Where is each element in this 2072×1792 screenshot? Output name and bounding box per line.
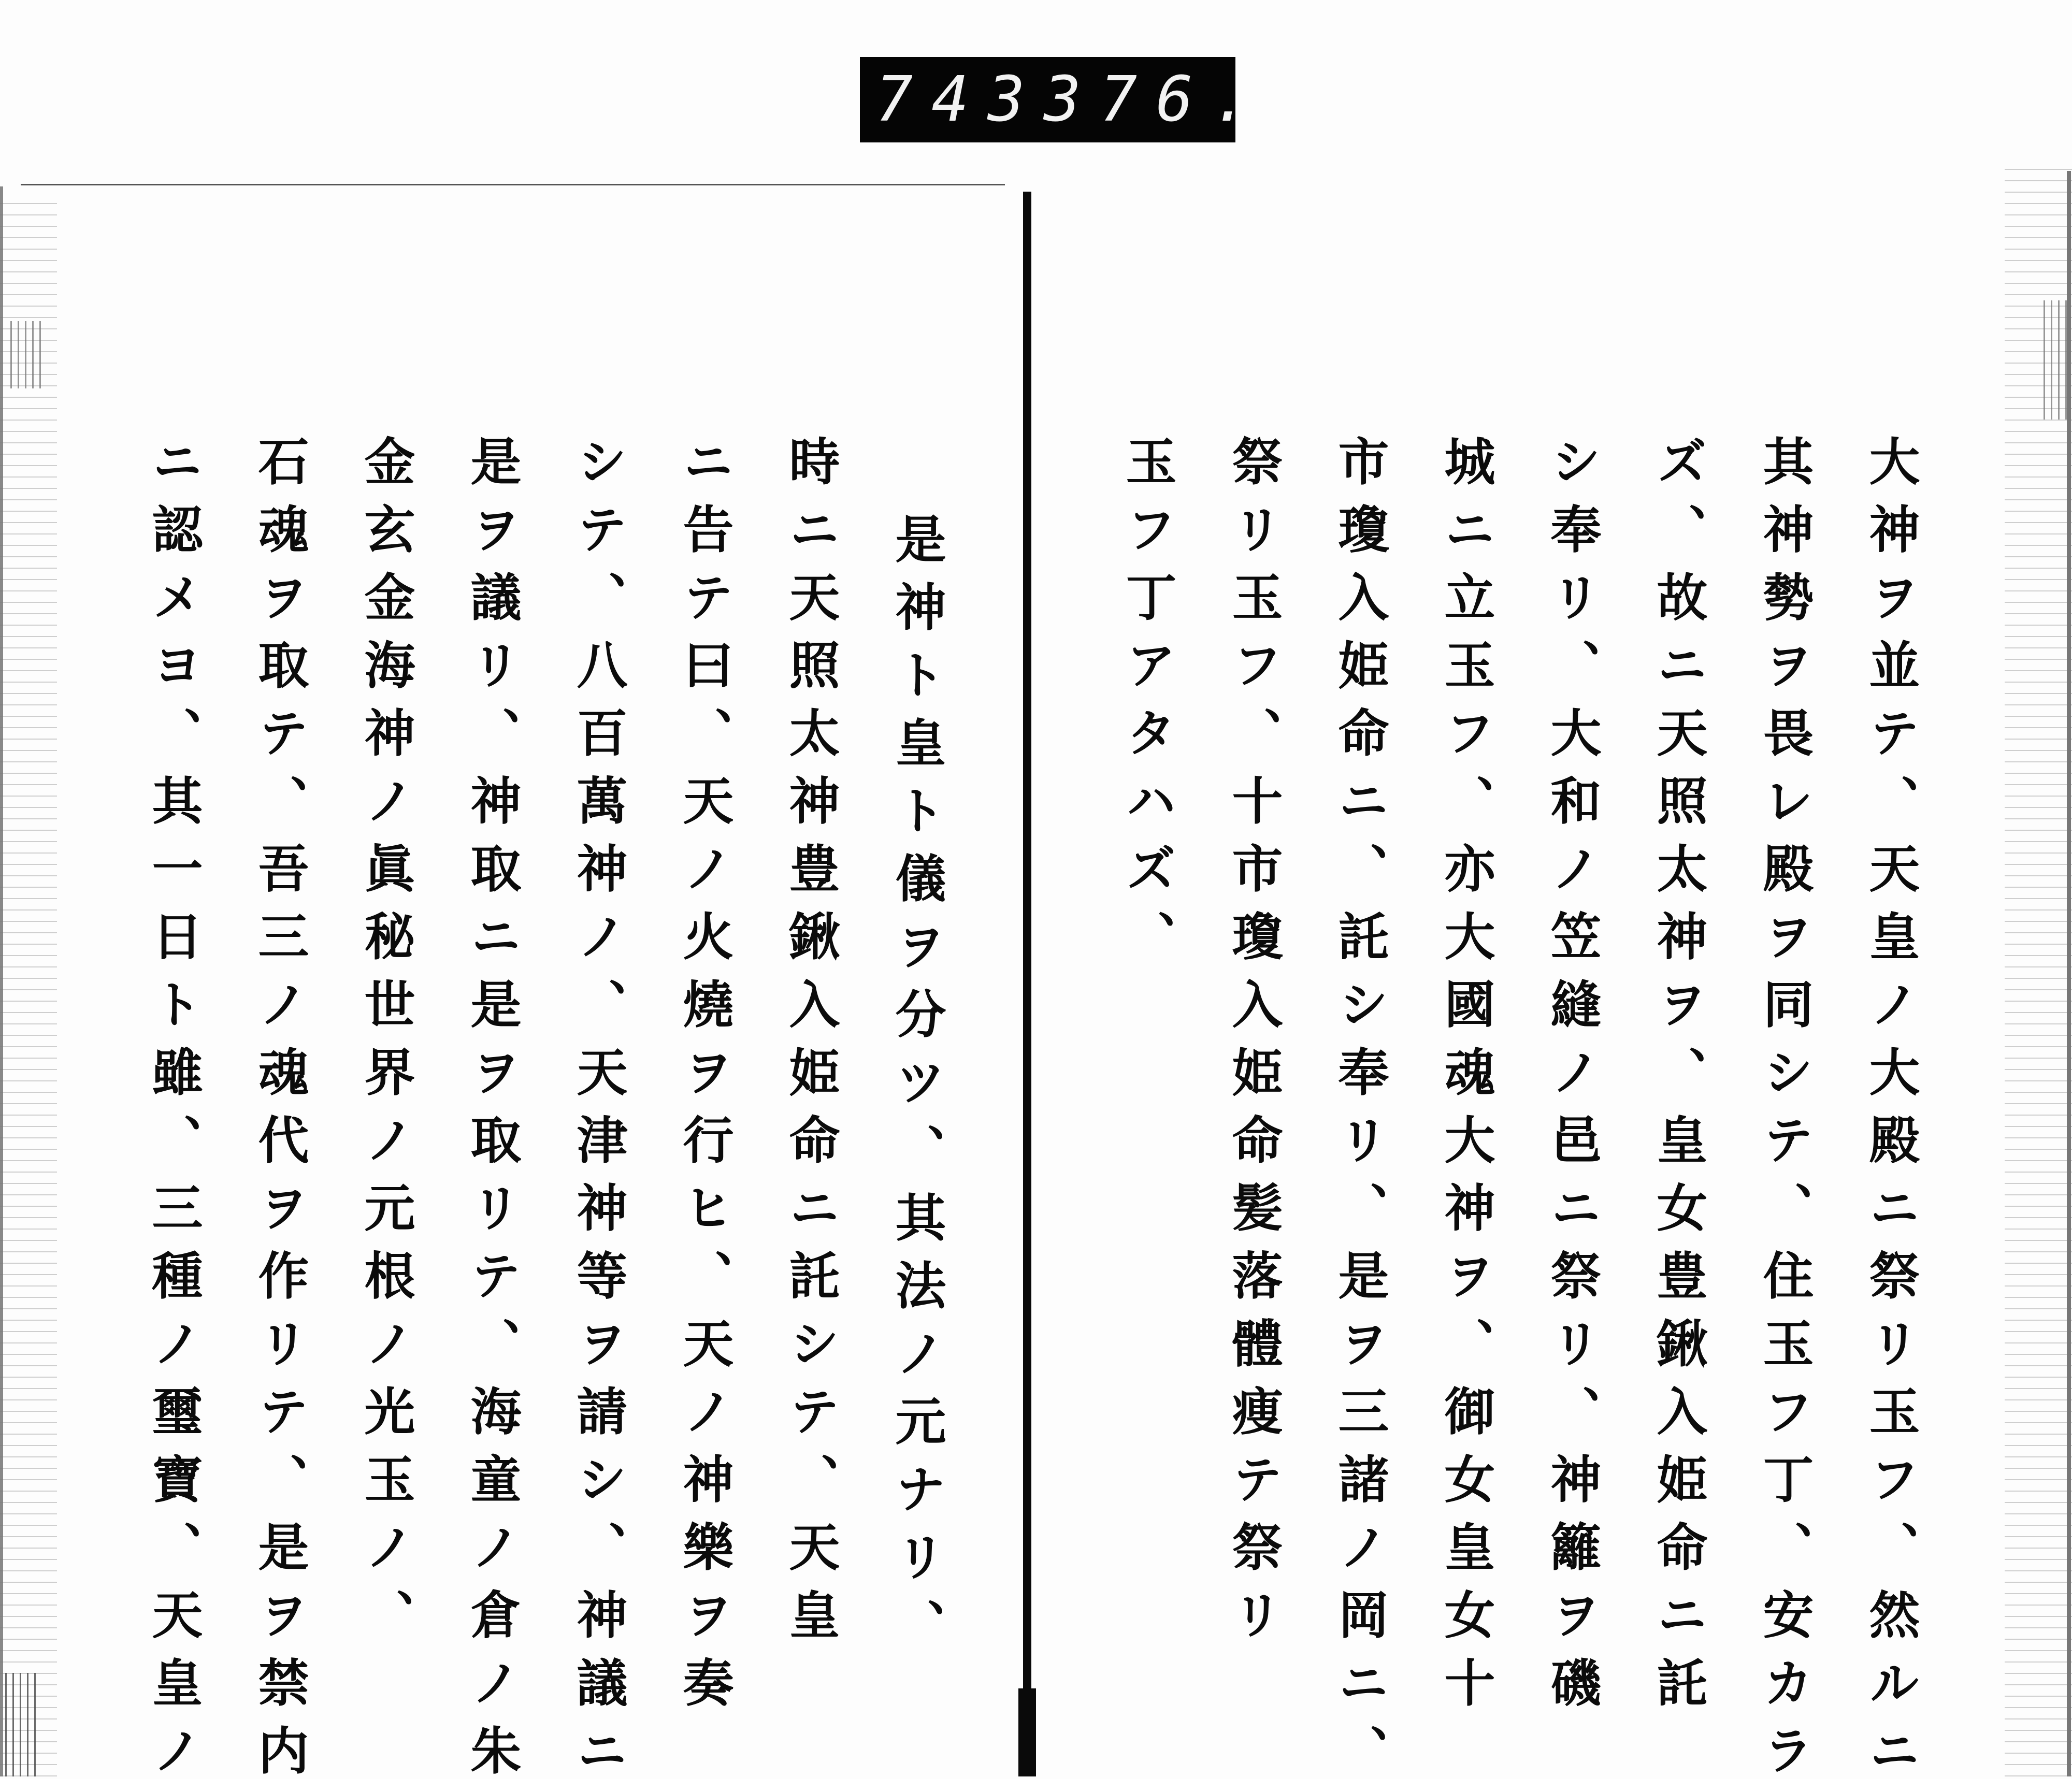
right-page-column-4: シ奉リ、大和ノ笠縫ノ邑ニ祭リ、神籬ヲ磯 xyxy=(1542,435,1602,1724)
left-page-column-6: 金玄金海神ノ眞秘世界ノ元根ノ光玉ノ、 xyxy=(356,435,415,1656)
left-page-column-2: 時ニ天照太神豊鍬入姫命ニ託シテ、天皇 xyxy=(781,435,840,1656)
right-page-column-1: 大神ヲ並テ、天皇ノ大殿ニ祭リ玉フ、然ルニ xyxy=(1861,435,1920,1792)
left-page-column-7: 石魂ヲ取テ、吾三ノ魂代ヲ作リテ、是ヲ禁内 xyxy=(250,435,309,1792)
book-spine-bottom xyxy=(1018,1688,1036,1776)
left-page-top-edge xyxy=(21,184,1005,185)
book-spine xyxy=(1023,192,1031,1776)
left-page-column-4: シテ、八百萬神ノ、天津神等ヲ請シ、神議ニ xyxy=(568,435,628,1792)
left-page-column-1: 是神ト皇ト儀ヲ分ツ、其法ノ元ナリ、 xyxy=(887,513,946,1666)
left-page-column-8: ニ認メヨ、其一日ト雖、三種ノ璽寶、天皇ノ xyxy=(143,435,203,1792)
right-page-column-2: 其神勢ヲ畏レ殿ヲ同シテ、住玉フ丁、安カラ xyxy=(1754,435,1814,1792)
left-page-bottom-marks xyxy=(5,1673,41,1776)
film-number-left: 743 xyxy=(875,64,1044,136)
film-number-right: 376. xyxy=(1043,64,1268,136)
left-page-column-5: 是ヲ議リ、神取ニ是ヲ取リテ、海童ノ倉ノ朱 xyxy=(462,435,522,1792)
right-page-edge-shadow xyxy=(2005,166,2072,1776)
right-page-column-7: 祭リ玉フ、十市瓊入姫命髪落體痩テ祭リ xyxy=(1224,435,1283,1656)
film-frame-label xyxy=(860,57,1268,142)
right-page-column-8: 玉フ丁アタハズ、 xyxy=(1117,435,1177,978)
right-page-column-3: ズ、故ニ天照太神ヲ、皇女豊鍬入姫命ニ託 xyxy=(1648,435,1708,1724)
right-page-column-5: 城ニ立玉フ、亦大國魂大神ヲ、御女皇女十 xyxy=(1436,435,1495,1724)
left-page-edge-shadow xyxy=(0,197,57,1776)
right-page-column-6: 市瓊入姫命ニ、託シ奉リ、是ヲ三諸ノ岡ニ、 xyxy=(1330,435,1389,1792)
left-page-column-3: ニ告テ曰、天ノ火燒ヲ行ヒ、天ノ神樂ヲ奏 xyxy=(674,435,734,1724)
